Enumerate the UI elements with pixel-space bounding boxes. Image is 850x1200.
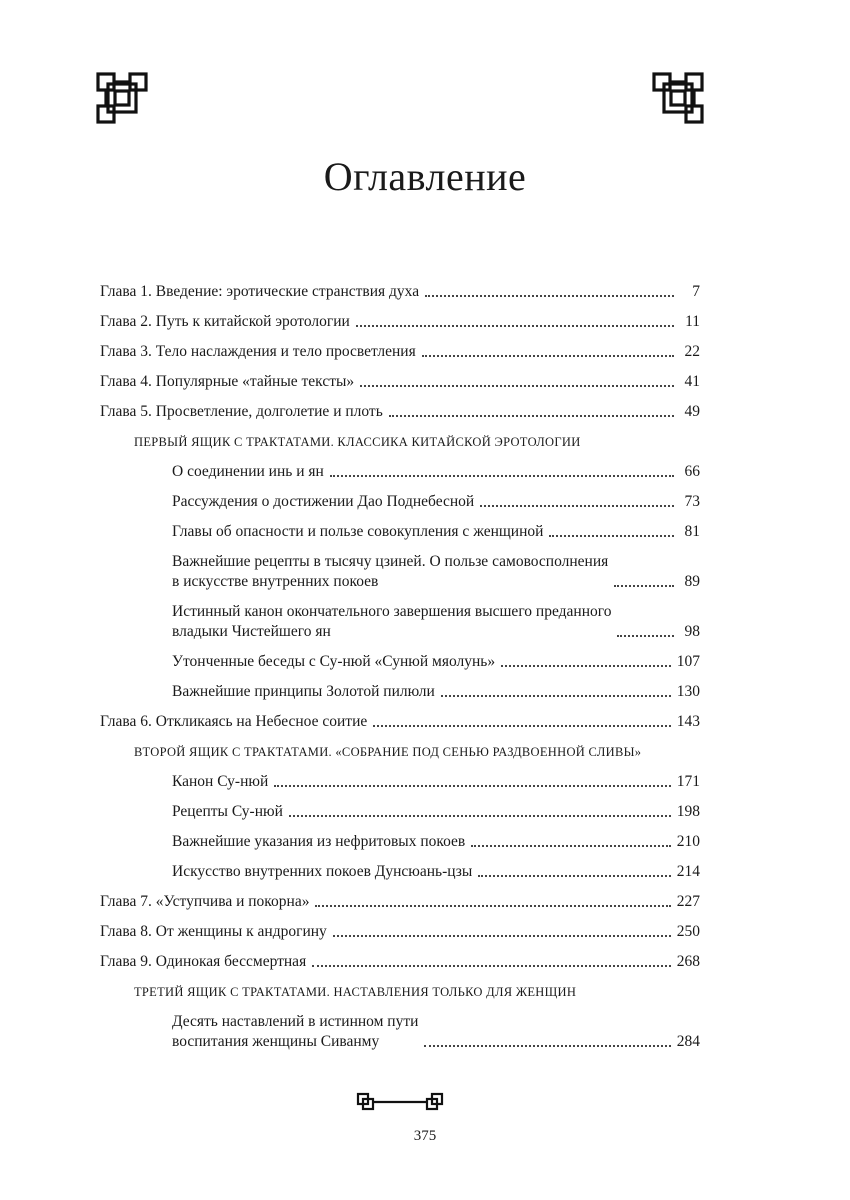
toc-page-number: 66 [684,463,700,480]
toc-treatise-entry[interactable] [100,762,700,792]
dot-leader [549,534,674,537]
toc-entry-title: Глава 5. Просветление, долголетие и плоть [100,403,383,420]
toc-entry-title [172,602,611,642]
dot-leader [333,934,671,937]
toc-entry-title: Важнейшие принципы Золотой пилюли [172,683,435,700]
toc-section-heading: ВТОРОЙ ЯЩИК С ТРАКТАТАМИ. «СОБРАНИЕ ПОД СЕНЬЮ РАЗДВОЕННОЙ СЛИВЫ» [134,745,642,759]
toc-entry-title: Утонченные беседы с Су-нюй «Сунюй мяолунь» [172,653,496,670]
toc-section-heading: ТРЕТИЙ ЯЩИК С ТРАКТАТАМИ. НАСТАВЛЕНИЯ ТОЛЬКО ДЛЯ ЖЕНЩИН [134,985,577,999]
knot-ornament-icon [652,72,704,124]
toc-treatise-entry[interactable] [100,452,700,482]
toc-page-number: 98 [684,623,700,640]
dot-leader [441,694,671,697]
toc-page-number: 41 [684,373,700,390]
dot-leader [425,294,674,297]
toc-entry-title: Глава 8. От женщины к андрогину [100,923,327,940]
toc-page-number: 284 [676,1033,700,1050]
dot-leader [501,664,671,667]
toc-page-number: 210 [676,833,700,850]
dot-leader [478,874,670,877]
table-of-contents [100,272,700,1052]
toc-chapter-entry[interactable] [100,882,700,912]
toc-treatise-entry[interactable] [100,1002,700,1052]
dot-leader [360,384,674,387]
toc-page-number: 89 [684,573,700,590]
dot-leader [424,1044,670,1047]
toc-entry-title: Главы об опасности и пользе совокупления с женщиной [172,523,544,540]
toc-entry-title: Глава 4. Популярные «тайные тексты» [100,373,355,390]
toc-page-number: 268 [676,953,700,970]
knot-ornament-icon [96,72,148,124]
dot-leader [480,504,674,507]
toc-page-number: 11 [685,313,700,330]
toc-entry-title: О соединении инь и ян [172,463,324,480]
dot-leader [373,724,671,727]
toc-entry-title-line: воспитания женщины Сиванму [172,1033,380,1050]
dot-leader [614,584,674,587]
toc-entry-title: Рецепты Су-нюй [172,803,283,820]
toc-page-number: 7 [692,283,700,300]
toc-entry-title: Глава 3. Тело наслаждения и тело просветления [100,343,416,360]
toc-entry-title: Глава 9. Одинокая бессмертная [100,953,307,970]
toc-chapter-entry[interactable] [100,942,700,972]
toc-entry-title: Рассуждения о достижении Дао Поднебесной [172,493,475,510]
toc-entry-title-line: в искусстве внутренних покоев [172,573,379,590]
dot-leader [471,844,670,847]
toc-treatise-entry[interactable] [100,792,700,822]
toc-page-number: 49 [684,403,700,420]
page-number: 375 [413,1128,437,1144]
toc-entry-title: Глава 1. Введение: эротические странствия духа [100,283,420,300]
dot-leader [422,354,674,357]
toc-treatise-entry[interactable] [100,512,700,542]
toc-entry-title-line: владыки Чистейшего ян [172,623,331,640]
toc-chapter-entry[interactable] [100,702,700,732]
toc-entry-title-line: Истинный канон окончательного завершения высшего преданного [172,603,612,620]
dot-leader [315,904,670,907]
toc-page-number: 171 [676,773,700,790]
toc-entry-title [172,552,608,592]
toc-entry-title [172,1012,418,1052]
toc-entry-title: Глава 2. Путь к китайской эротологии [100,313,350,330]
toc-chapter-entry[interactable] [100,272,700,302]
toc-page-number: 143 [676,713,700,730]
knot-divider-icon [355,1090,445,1114]
dot-leader [289,814,671,817]
toc-entry-title: Канон Су-нюй [172,773,269,790]
toc-entry-title: Искусство внутренних покоев Дунсюань-цзы [172,863,473,880]
toc-entry-title: Глава 7. «Уступчива и покорна» [100,893,310,910]
toc-chapter-entry[interactable] [100,332,700,362]
dot-leader [617,634,674,637]
toc-treatise-entry[interactable] [100,672,700,702]
toc-chapter-entry[interactable] [100,912,700,942]
toc-treatise-entry[interactable] [100,642,700,672]
toc-section-heading: ПЕРВЫЙ ЯЩИК С ТРАКТАТАМИ. КЛАССИКА КИТАЙСКОЙ ЭРОТОЛОГИИ [134,435,581,449]
dot-leader [330,474,674,477]
toc-page-number: 227 [676,893,700,910]
toc-page-number: 214 [676,863,700,880]
toc-page-number: 73 [684,493,700,510]
dot-leader [389,414,674,417]
toc-page-number: 107 [676,653,700,670]
dot-leader [356,324,674,327]
toc-page-number: 250 [676,923,700,940]
toc-chapter-entry[interactable] [100,362,700,392]
toc-treatise-entry[interactable] [100,482,700,512]
toc-treatise-entry[interactable] [100,542,700,592]
toc-entry-title-line: Важнейшие рецепты в тысячу цзиней. О пользе самовосполнения [172,553,609,570]
toc-page-number: 22 [684,343,700,360]
toc-page-number: 130 [676,683,700,700]
toc-chapter-entry[interactable] [100,302,700,332]
toc-treatise-entry[interactable] [100,852,700,882]
toc-entry-title: Важнейшие указания из нефритовых покоев [172,833,466,850]
toc-page-number: 81 [684,523,700,540]
toc-chapter-entry[interactable] [100,392,700,422]
toc-entry-title-line: Десять наставлений в истинном пути [172,1013,419,1030]
dot-leader [274,784,670,787]
toc-treatise-entry[interactable] [100,822,700,852]
toc-entry-title: Глава 6. Откликаясь на Небесное соитие [100,713,368,730]
page-title: Оглавление [323,153,527,199]
toc-treatise-entry[interactable] [100,592,700,642]
dot-leader [312,964,671,967]
toc-page-number: 198 [676,803,700,820]
